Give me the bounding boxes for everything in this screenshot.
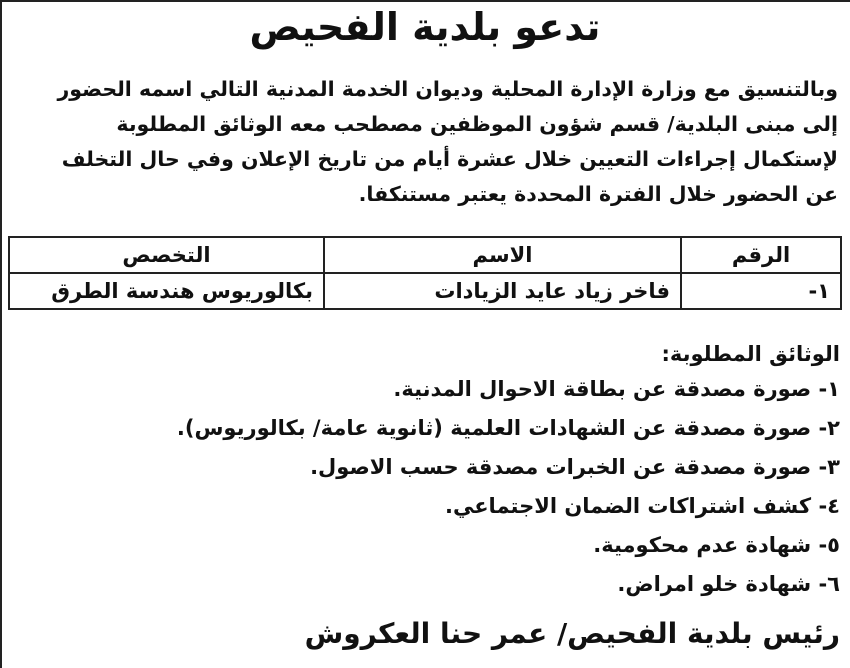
intro-line: وبالتنسيق مع وزارة الإدارة المحلية وديوان الخدمة المدنية التالي اسمه الحضور: [57, 77, 838, 101]
cell-specialization: بكالوريوس هندسة الطرق: [9, 273, 324, 309]
announcement-title: تدعو بلدية الفحيص: [249, 5, 601, 49]
intro-line: لإستكمال إجراءات التعيين خلال عشرة أيام من تاريخ الإعلان وفي حال التخلف: [61, 147, 838, 171]
list-item: ٢- صورة مصدقة عن الشهادات العلمية (ثانوية عامة/ بكالوريوس).: [176, 416, 840, 440]
intro-line: إلى مبنى البلدية/ قسم شؤون الموظفين مصطحب معه الوثائق المطلوبة: [116, 112, 838, 136]
list-item: ٦- شهادة خلو امراض.: [617, 572, 840, 596]
appointee-table: [8, 236, 842, 310]
intro-line: عن الحضور خلال الفترة المحددة يعتبر مستنكفا.: [358, 182, 838, 206]
intro-paragraph: [12, 72, 838, 212]
table-header-row: [9, 237, 841, 273]
cell-name: فاخر زياد عايد الزيادات: [324, 273, 681, 309]
requirements-title: الوثائق المطلوبة:: [661, 342, 840, 366]
list-item: ٤- كشف اشتراكات الضمان الاجتماعي.: [444, 494, 840, 518]
cell-number: ١-: [681, 273, 841, 309]
list-item: ١- صورة مصدقة عن بطاقة الاحوال المدنية.: [393, 377, 840, 401]
signature-line: رئيس بلدية الفحيص/ عمر حنا العكروش: [304, 617, 840, 650]
requirements-list: [10, 372, 840, 606]
list-item: ٣- صورة مصدقة عن الخبرات مصدقة حسب الاصول.: [310, 455, 840, 479]
header-number: الرقم: [681, 237, 841, 273]
header-name: الاسم: [324, 237, 681, 273]
header-specialization: التخصص: [9, 237, 324, 273]
table-row: [9, 273, 841, 309]
list-item: ٥- شهادة عدم محكومية.: [593, 533, 840, 557]
